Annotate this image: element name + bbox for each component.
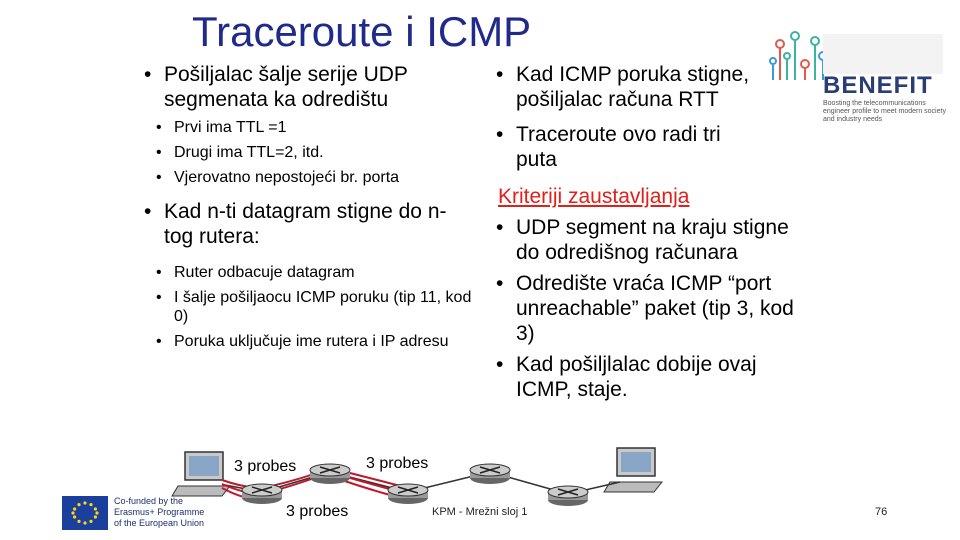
page-number: 76 xyxy=(875,506,888,518)
router-1-icon xyxy=(242,484,282,504)
bullet-three-times: • Traceroute ovo radi tri puta xyxy=(490,122,810,172)
criterion-port-unreachable: • Odredište vraća ICMP “port unreachable” paket (tip 3, kod 3) xyxy=(490,271,810,346)
logo-tagline: Boosting the telecommunications engineer profile to meet modern society and industry needs xyxy=(823,100,946,123)
footer-text: KPM - Mrežni sloj 1 xyxy=(432,506,528,518)
router-3-icon xyxy=(388,484,428,504)
router-2-icon xyxy=(310,464,350,484)
sub-bullet-router-drop: • Ruter odbacuje datagram xyxy=(138,263,473,282)
destination-host-icon xyxy=(604,448,662,492)
logo-name: BENEFIT xyxy=(823,72,933,99)
criteria-heading: Kriteriji zaustavljanja xyxy=(498,185,690,208)
router-5-icon xyxy=(548,486,588,506)
sub-bullet-icmp-send: • I šalje pošiljaocu ICMP poruku (tip 11, kod 0) xyxy=(138,288,473,326)
sub-bullet-router-name: • Poruka uključuje ime rutera i IP adresu xyxy=(138,332,473,351)
router-4-icon xyxy=(470,464,510,484)
criterion-sender-stops: • Kad pošiljlalac dobije ovaj ICMP, staje. xyxy=(490,352,810,402)
left-column xyxy=(138,62,473,351)
criterion-udp-arrives: • UDP segment na kraju stigne do odredišnog računara xyxy=(490,215,810,265)
slide-title: Traceroute i ICMP xyxy=(192,8,532,55)
right-column xyxy=(490,62,810,402)
sub-bullet-ttl1: • Prvi ima TTL =1 xyxy=(138,118,473,137)
sub-bullet-port: • Vjerovatno nepostojeći br. porta xyxy=(138,168,473,187)
bullet-nth-datagram: • Kad n-ti datagram stigne do n-tog rutera: xyxy=(138,199,473,249)
sub-bullet-ttl2: • Drugi ima TTL=2, itd. xyxy=(138,143,473,162)
probe-label-3: 3 probes xyxy=(286,503,349,520)
bullet-rtt: • Kad ICMP poruka stigne, pošiljalac računa RTT xyxy=(490,62,810,112)
eu-logo xyxy=(62,494,212,532)
eu-flag-icon xyxy=(62,496,108,530)
source-host-icon xyxy=(172,452,230,496)
probe-label-1: 3 probes xyxy=(234,458,297,475)
probe-label-2: 3 probes xyxy=(366,455,429,472)
eu-caption: Co-funded by the Erasmus+ Programme of the European Union xyxy=(114,496,205,528)
bullet-udp-series: • Pošiljalac šalje serije UDP segmenata ka odredištu xyxy=(138,62,473,112)
